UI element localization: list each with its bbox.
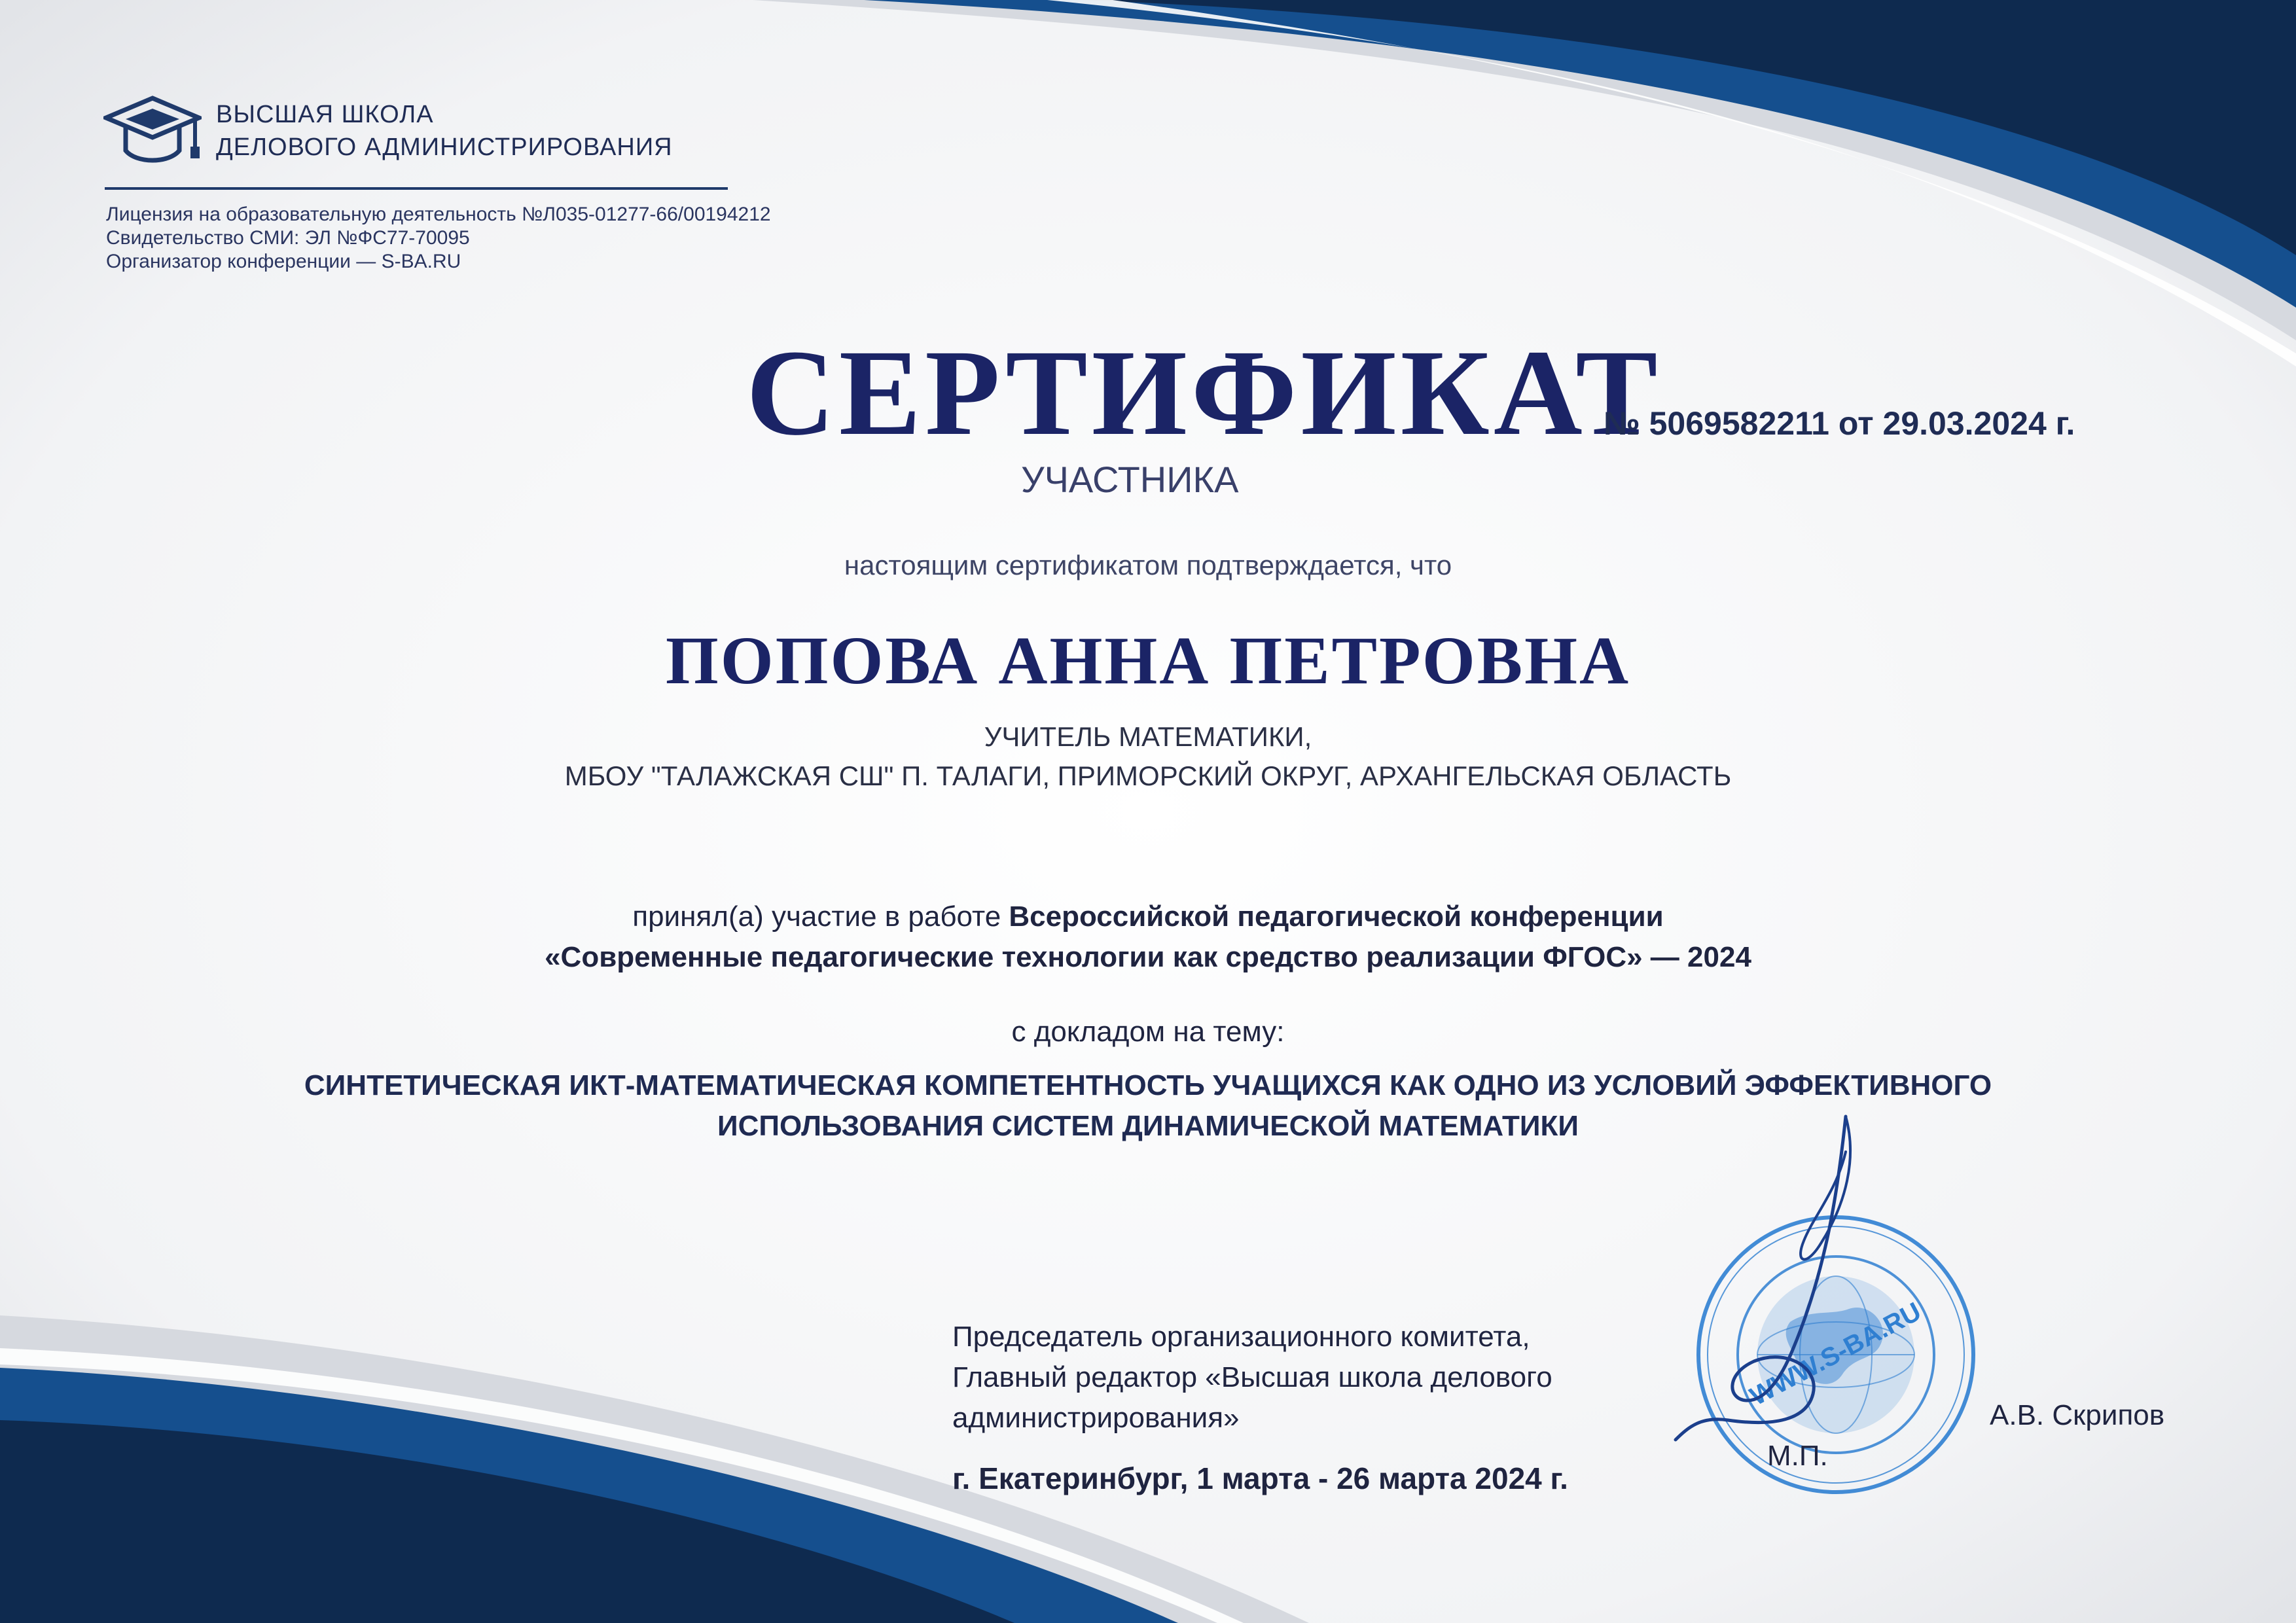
- chair-line1: Председатель организационного комитета,: [952, 1321, 1530, 1353]
- organization-name: [216, 98, 673, 164]
- header-divider: [105, 187, 728, 190]
- organization-name-line2: ДЕЛОВОГО АДМИНИСТРИРОВАНИЯ: [216, 134, 673, 161]
- certificate-title: СЕРТИФИКАТ: [746, 324, 1662, 461]
- person-position: [0, 717, 2296, 796]
- position-line1: УЧИТЕЛЬ МАТЕМАТИКИ,: [984, 721, 1312, 752]
- license-text: Лицензия на образовательную деятельность №Л035-01277-66/00194212: [106, 204, 771, 225]
- chair-line2: Главный редактор «Высшая школа делового: [952, 1361, 1552, 1393]
- license-block: [106, 203, 771, 274]
- person-name: ПОПОВА АННА ПЕТРОВНА: [665, 623, 1631, 698]
- signer-name: А.В. Скрипов: [1990, 1399, 2165, 1431]
- participation-prefix: принял(а) участие в работе: [632, 901, 1009, 933]
- certificate-subtitle: УЧАСТНИКА: [1021, 459, 1239, 500]
- chair-line3: администрирования»: [952, 1402, 1240, 1434]
- stamp-text: WWW.S-BA.RU: [1745, 1296, 1926, 1412]
- graduation-cap-icon: [103, 96, 202, 168]
- organizer-text: Организатор конференции — S-BA.RU: [106, 251, 461, 272]
- report-title-line2: ИСПОЛЬЗОВАНИЯ СИСТЕМ ДИНАМИЧЕСКОЙ МАТЕМАТИКИ: [717, 1110, 1579, 1142]
- signature: [1649, 1113, 1924, 1453]
- confirm-text: настоящим сертификатом подтверждается, что: [844, 550, 1452, 580]
- city-dates: г. Екатеринбург, 1 марта - 26 марта 2024 г.: [952, 1461, 1568, 1495]
- report-title: [0, 1065, 2296, 1147]
- certificate-number: № 5069582211 от 29.03.2024 г.: [1604, 405, 2075, 442]
- position-line2: МБОУ "ТАЛАЖСКАЯ СШ" П. ТАЛАГИ, ПРИМОРСКИЙ ОКРУГ, АРХАНГЕЛЬСКАЯ ОБЛАСТЬ: [564, 760, 1732, 791]
- participation-text: [0, 897, 2296, 978]
- stamp-mark: М.П.: [1767, 1440, 1828, 1472]
- organization-name-line1: ВЫСШАЯ ШКОЛА: [216, 101, 434, 128]
- report-title-line1: СИНТЕТИЧЕСКАЯ ИКТ-МАТЕМАТИЧЕСКАЯ КОМПЕТЕНТНОСТЬ УЧАЩИХСЯ КАК ОДНО ИЗ УСЛОВИЙ ЭФФЕКТИВНОГО: [304, 1069, 1992, 1101]
- chair-block: [952, 1317, 1552, 1438]
- media-certificate-text: Свидетельство СМИ: ЭЛ №ФС77-70095: [106, 227, 470, 249]
- report-label: с докладом на тему:: [1011, 1016, 1285, 1048]
- conference-line2: «Современные педагогические технологии как средство реализации ФГОС» — 2024: [545, 941, 1751, 973]
- conference-line1: Всероссийской педагогической конференции: [1009, 901, 1664, 933]
